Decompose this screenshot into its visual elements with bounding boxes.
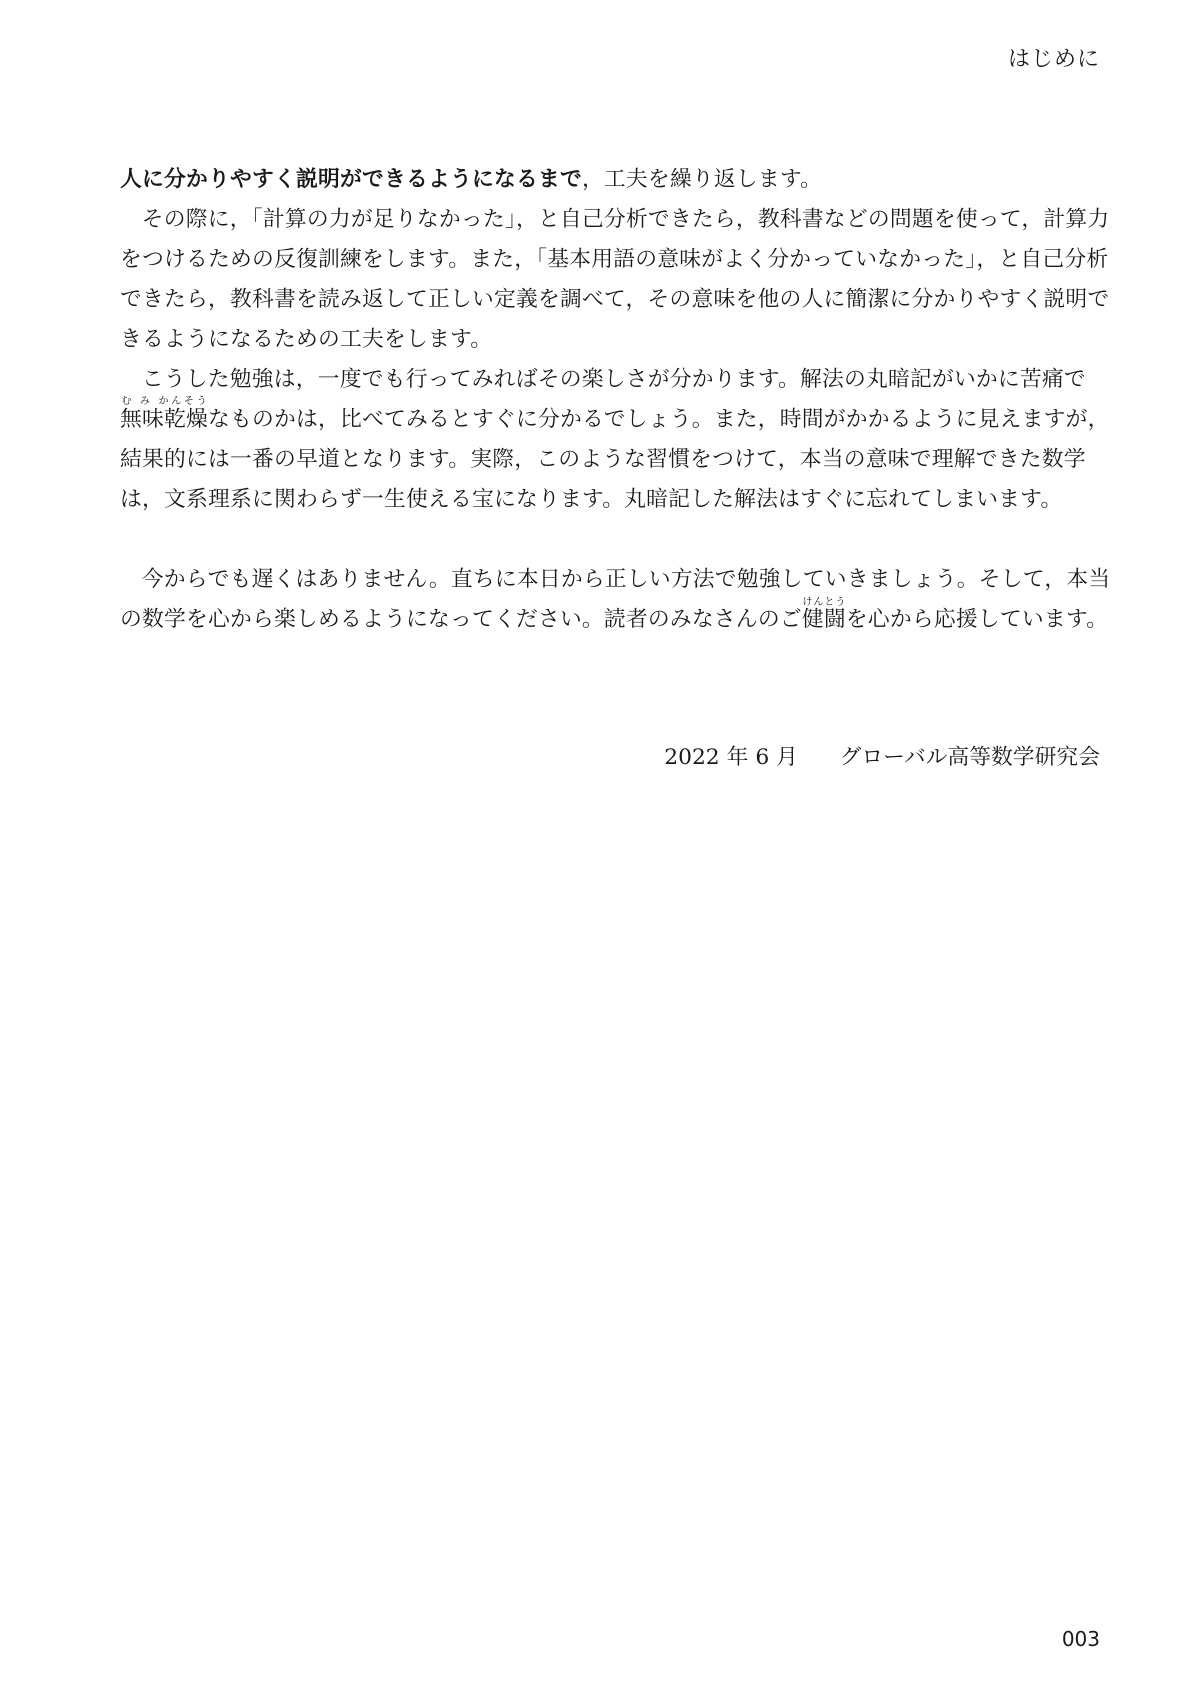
- ruby-mumikansou: [120, 396, 208, 432]
- paragraph-4-part-b: を心から応援しています。: [845, 607, 1109, 632]
- page-number: 003: [1061, 1627, 1100, 1651]
- paragraph-1-rest: ，工夫を繰り返します。: [581, 167, 823, 192]
- paragraph-4-part-a: 今からでも遅くはありません。直ちに本日から正しい方法で勉強していきましょう。そして，本当の数学を心から楽しめるようになってください。読者のみなさんのご: [120, 567, 1111, 632]
- paragraph-1: [120, 160, 1122, 200]
- ruby-base: 無味乾燥: [120, 407, 208, 432]
- paragraph-3-part-a: こうした勉強は，一度でも行ってみればその楽しさが分かります。解法の丸暗記がいかに苦痛で: [141, 367, 1086, 392]
- running-head-title: はじめに: [1007, 47, 1100, 72]
- paragraph-4: [120, 560, 1122, 640]
- emphasis-text: 人に分かりやすく説明ができるようになるまで: [120, 167, 582, 192]
- paragraph-3-part-b: なものかは，比べてみるとすぐに分かるでしょう。また，時間がかかるように見えますが，結果的には一番の早道となります。実際，このような習慣をつけて，本当の意味で理解できた数学は，文系理系に関わらず一生使える宝になります。丸暗記した解法はすぐに忘れてしまいます。: [120, 407, 1110, 512]
- ruby-base: 健闘: [801, 607, 846, 632]
- ruby-reading: む み かんそう: [120, 396, 208, 407]
- body-text: [120, 160, 1122, 640]
- ruby-reading: けんとう: [801, 597, 846, 608]
- paragraph-3: [120, 360, 1122, 520]
- paragraph-2: その際に，「計算の力が足りなかった」，と自己分析できたら，教科書などの問題を使って，計算力をつけるための反復訓練をします。また，「基本用語の意味がよく分かっていなかった」，と自己分析できたら，教科書を読み返して正しい定義を調べて，その意味を他の人に簡潔に分かりやすく説明できるようになるための工夫をします。: [120, 207, 1110, 352]
- signature-author: グローバル高等数学研究会: [839, 745, 1100, 770]
- ruby-kentou: [801, 597, 846, 632]
- signature-line: [664, 740, 1100, 771]
- signature-date: 2022 年 6 月: [664, 745, 798, 770]
